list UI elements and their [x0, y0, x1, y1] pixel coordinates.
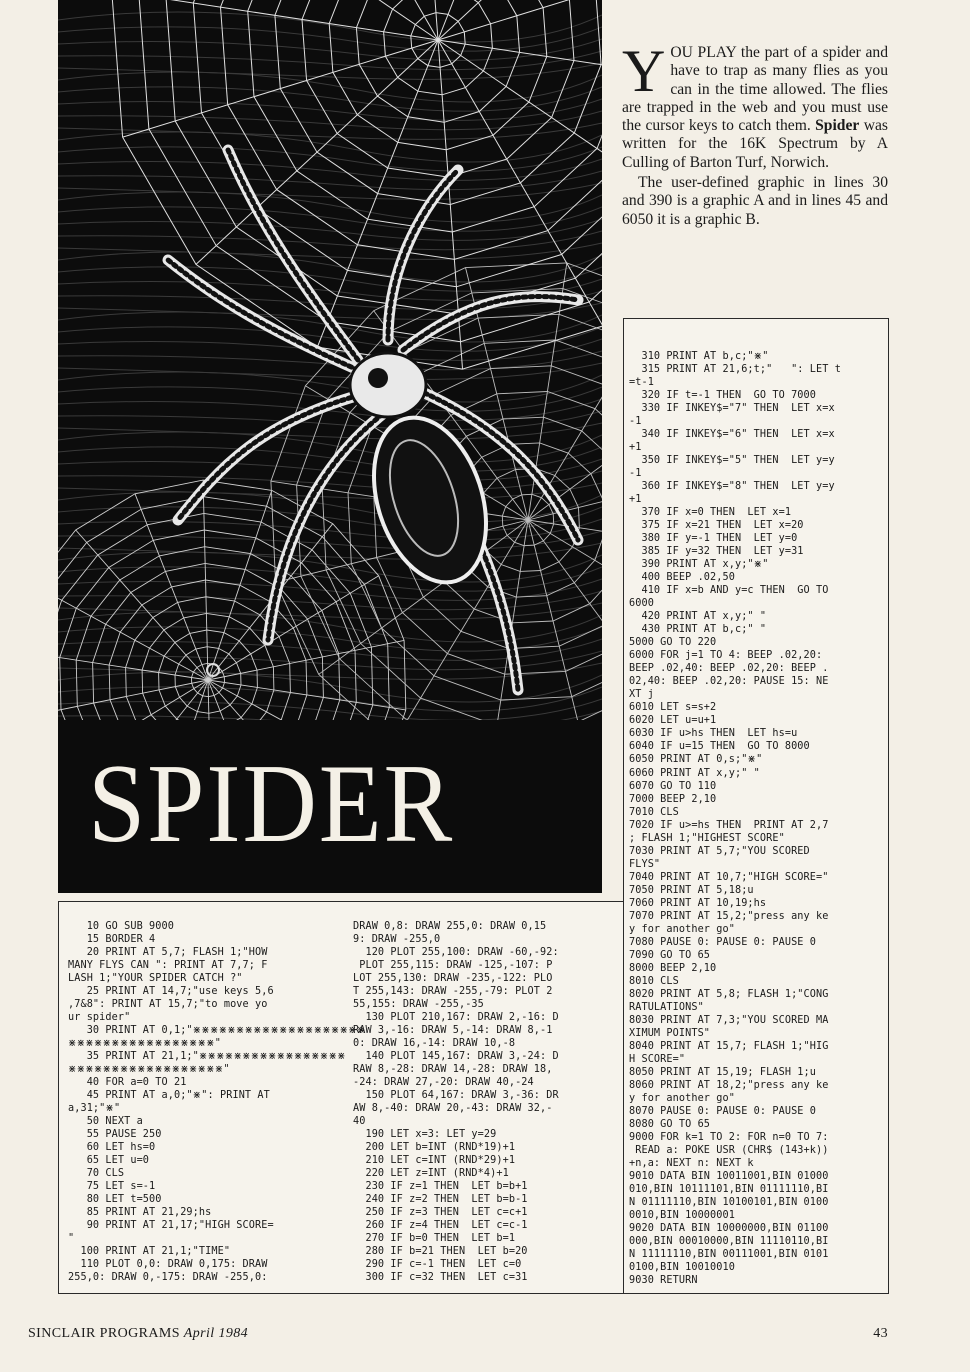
title-logo: SPIDER	[88, 742, 455, 866]
intro-paragraph-1: YOU PLAY the part of a spider and have to trap as many flies as you can in the time allowed. The flies are trapped in the web and you must use the cursor keys to catch them. Spider was written for the 16K Spectrum by A Culling of Barton Turf, Norwich.	[622, 38, 888, 171]
drop-cap: Y	[622, 38, 666, 104]
listing-column-3: 310 PRINT AT b,c;"⋇" 315 PRINT AT 21,6;t;" ": LET t =t-1 320 IF t=-1 THEN GO TO 7000 330 IF INKEY$="7" THEN LET x=x -1 340 IF INKEY$="6" THEN LET x=x +1 350 IF INKEY$="5" THEN LET y=y -1 360 IF INKEY$="8" THEN LET y=y +1 370 IF x=0 THEN LET x=1 375 IF x=21 THEN LET x=20 380 IF y=-1 THEN LET y=0 385 IF y=32 THEN LET y=31 390 PRINT AT x,y;"⋇" 400 BEEP .02,50 410 IF x=b AND y=c THEN GO TO 6000 420 PRINT AT x,y;" " 430 PRINT AT b,c;" " 5000 GO TO 220 6000 FOR j=1 TO 4: BEEP .02,20: BEEP .02,40: BEEP .02,20: BEEP . 02,40: BEEP .02,20: PAUSE 15: NE XT j 6010 LET s=s+2 6020 LET u=u+1 6030 IF u>hs THEN LET hs=u 6040 IF u=15 THEN GO TO 8000 6050 PRINT AT 0,s;"⋇" 6060 PRINT AT x,y;" " 6070 GO TO 110 7000 BEEP 2,10 7010 CLS 7020 IF u>=hs THEN PRINT AT 2,7 ; FLASH 1;"HIGHEST SCORE" 7030 PRINT AT 5,7;"YOU SCORED FLYS" 7040 PRINT AT 10,7;"HIGH SCORE=" 7050 PRINT AT 5,18;u 7060 PRINT AT 10,19;hs 7070 PRINT AT 15,2;"press any ke y for another go" 7080 PAUSE 0: PAUSE 0: PAUSE 0 7090 GO TO 65 8000 BEEP 2,10 8010 CLS 8020 PRINT AT 5,8; FLASH 1;"CONG RATULATIONS" 8030 PRINT AT 7,3;"YOU SCORED MA XIMUM POINTS" 8040 PRINT AT 15,7; FLASH 1;"HIG H SCORE=" 8050 PRINT AT 15,19; FLASH 1;u 8060 PRINT AT 18,2;"press any ke y for another go" 8070 PAUSE 0: PAUSE 0: PAUSE 0 8080 GO TO 65 9000 FOR k=1 TO 2: FOR n=0 TO 7: READ a: POKE USR (CHR$ (143+k)) +n,a: NEXT n: NEXT k 9010 DATA BIN 10011001,BIN 01000 010,BIN 10111101,BIN 01111110,BI N 01111110,BIN 10100101,BIN 0100 0010,BIN 10000001 9020 DATA BIN 10000000,BIN 01100 000,BIN 00010000,BIN 11110110,BI N 11111110,BIN 00111001,BIN 0101 0100,BIN 10010010 9030 RETURN	[629, 351, 841, 1287]
issue-date: April 1984	[183, 1326, 249, 1341]
publication-name: SINCLAIR PROGRAMS	[28, 1326, 180, 1341]
listing-column-1: 10 GO SUB 9000 15 BORDER 4 20 PRINT AT 5,7; FLASH 1;"HOW MANY FLYS CAN ": PRINT AT 7,7; F LASH 1;"YOUR SPIDER CATCH ?" 25 PRINT AT 14,7;"use keys 5,6 ,7&8": PRINT AT 15,7;"to move yo ur spider" 30 PRINT AT 0,1;"⋇⋇⋇⋇⋇⋇⋇⋇⋇⋇⋇⋇⋇⋇⋇⋇⋇⋇⋇⋇ ⋇⋇⋇⋇⋇⋇⋇⋇⋇⋇⋇⋇⋇⋇⋇⋇⋇" 35 PRINT AT 21,1;"⋇⋇⋇⋇⋇⋇⋇⋇⋇⋇⋇⋇⋇⋇⋇⋇⋇ ⋇⋇⋇⋇⋇⋇⋇⋇⋇⋇⋇⋇⋇⋇⋇⋇⋇⋇" 40 FOR a=0 TO 21 45 PRINT AT a,0;"⋇": PRINT AT a,31;"⋇" 50 NEXT a 55 PAUSE 250 60 LET hs=0 65 LET u=0 70 CLS 75 LET s=-1 80 LET t=500 85 PRINT AT 21,29;hs 90 PRINT AT 21,17;"HIGH SCORE= " 100 PRINT AT 21,1;"TIME" 110 PLOT 0,0: DRAW 0,175: DRAW 255,0: DRAW 0,-175: DRAW -255,0:	[68, 921, 366, 1284]
page-number: 43	[873, 1326, 888, 1341]
intro-paragraph-2: The user-defined graphic in lines 30 and 390 is a graphic A and in lines 45 and 6050 it is a graphic B.	[622, 174, 888, 228]
intro-text	[622, 38, 888, 229]
program-name: Spider	[815, 117, 860, 135]
spider-illustration	[58, 0, 602, 893]
page-footer	[28, 1326, 888, 1342]
listing-column-2: DRAW 0,8: DRAW 255,0: DRAW 0,15 9: DRAW -255,0 120 PLOT 255,100: DRAW -60,-92: PLOT 255,115: DRAW -125,-107: P LOT 255,130: DRAW -235,-122: PLO T 255,143: DRAW -255,-79: PLOT 2 55,155: DRAW -255,-35 130 PLOT 210,167: DRAW 2,-16: D RAW 3,-16: DRAW 5,-14: DRAW 8,-1 0: DRAW 16,-14: DRAW 10,-8 140 PLOT 145,167: DRAW 3,-24: D RAW 8,-28: DRAW 14,-28: DRAW 18, -24: DRAW 27,-20: DRAW 40,-24 150 PLOT 64,167: DRAW 3,-36: DR AW 8,-40: DRAW 20,-43: DRAW 32,- 40 190 LET x=3: LET y=29 200 LET b=INT (RND*19)+1 210 LET c=INT (RND*29)+1 220 LET z=INT (RND*4)+1 230 IF z=1 THEN LET b=b+1 240 IF z=2 THEN LET b=b-1 250 IF z=3 THEN LET c=c+1 260 IF z=4 THEN LET c=c-1 270 IF b=0 THEN LET b=1 280 IF b=21 THEN LET b=20 290 IF c=-1 THEN LET c=0 300 IF c=32 THEN LET c=31	[353, 921, 559, 1284]
